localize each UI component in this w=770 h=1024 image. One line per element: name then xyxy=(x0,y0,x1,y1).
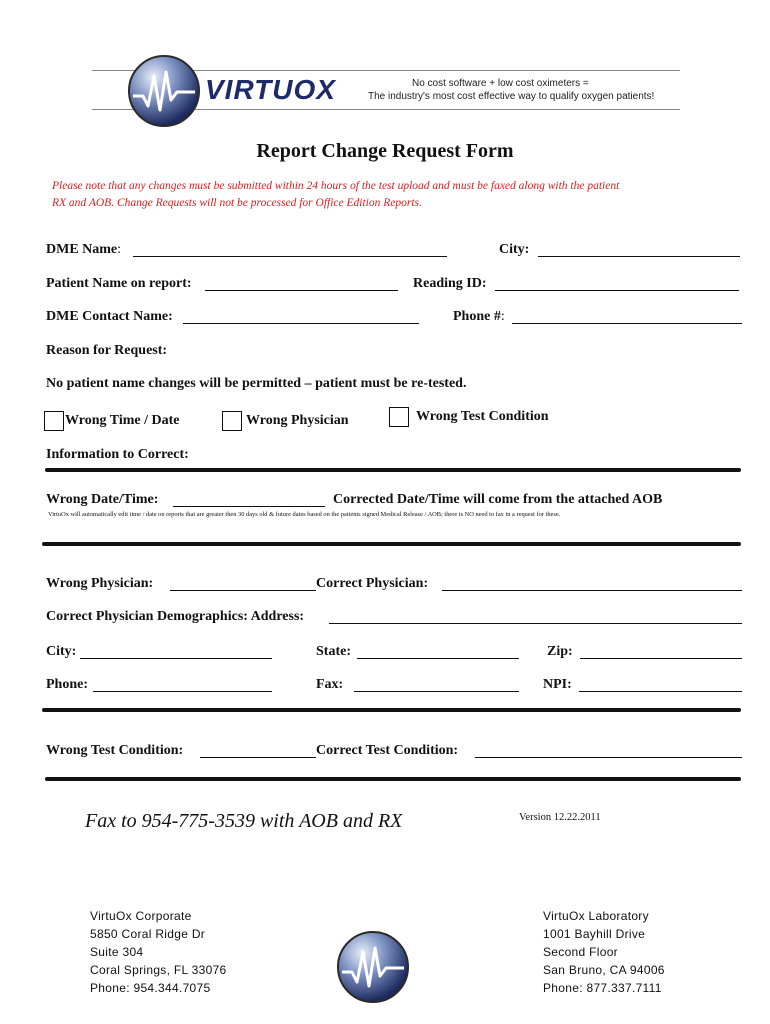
fax-label: Fax: xyxy=(316,677,344,692)
patient-name-field[interactable] xyxy=(205,290,398,291)
phone-field[interactable] xyxy=(93,691,272,692)
zip-label: Zip: xyxy=(547,644,573,659)
wrong-test-checkbox[interactable] xyxy=(389,407,409,427)
dme-contact-label: DME Contact Name: xyxy=(46,309,173,324)
corporate-line-2: 5850 Coral Ridge Dr xyxy=(90,927,206,941)
reading-id-label: Reading ID: xyxy=(413,276,487,291)
npi-field[interactable] xyxy=(579,691,742,692)
phone-hash-colon: : xyxy=(500,309,505,324)
header-tagline-2: The industry's most cost effective way to qualify oxygen patients! xyxy=(368,91,655,102)
correct-physician-field[interactable] xyxy=(442,590,742,591)
section-divider-1 xyxy=(45,468,741,472)
laboratory-line-1: VirtuOx Laboratory xyxy=(543,909,649,923)
section-divider-4 xyxy=(45,777,741,781)
laboratory-line-2: 1001 Bayhill Drive xyxy=(543,927,646,941)
wrong-physician-field[interactable] xyxy=(170,590,316,591)
city-label: City: xyxy=(499,242,530,257)
phone-hash-label xyxy=(453,309,505,325)
state-field[interactable] xyxy=(357,658,519,659)
notice-line-2: RX and AOB. Change Requests will not be processed for Office Edition Reports. xyxy=(52,197,422,209)
wrong-physician-field-label: Wrong Physician: xyxy=(46,576,154,591)
laboratory-line-5: Phone: 877.337.7111 xyxy=(543,981,662,995)
fax-field[interactable] xyxy=(354,691,519,692)
correct-test-field[interactable] xyxy=(475,757,742,758)
city2-field[interactable] xyxy=(80,658,272,659)
reason-label: Reason for Request: xyxy=(46,343,168,358)
corporate-line-1: VirtuOx Corporate xyxy=(90,909,192,923)
virtuox-globe-logo xyxy=(127,54,201,128)
corporate-line-5: Phone: 954.344.7075 xyxy=(90,981,211,995)
dme-name-label xyxy=(46,242,121,258)
npi-label: NPI: xyxy=(543,677,572,692)
phone-hash-field[interactable] xyxy=(512,323,742,324)
wrong-time-checkbox[interactable] xyxy=(44,411,64,431)
city2-label: City: xyxy=(46,644,77,659)
phone-label: Phone: xyxy=(46,677,88,692)
wrong-physician-checkbox[interactable] xyxy=(222,411,242,431)
zip-field[interactable] xyxy=(580,658,742,659)
correct-physician-label: Correct Physician: xyxy=(316,576,429,591)
laboratory-address xyxy=(543,907,665,997)
wrong-time-label: Wrong Time / Date xyxy=(65,413,180,428)
laboratory-line-4: San Bruno, CA 94006 xyxy=(543,963,665,977)
wrong-test-label: Wrong Test Condition xyxy=(416,409,549,424)
section-divider-3 xyxy=(42,708,741,712)
dme-name-field[interactable] xyxy=(133,256,447,257)
city-field[interactable] xyxy=(538,256,740,257)
section-divider-2 xyxy=(42,542,741,546)
info-correct-label: Information to Correct: xyxy=(46,447,189,462)
page-title: Report Change Request Form xyxy=(256,140,514,162)
corporate-line-3: Suite 304 xyxy=(90,945,144,959)
no-name-change-notice: No patient name changes will be permitted – patient must be re-tested. xyxy=(46,376,467,391)
logo-wordmark: VIRTUOX xyxy=(205,74,336,105)
correct-test-label: Correct Test Condition: xyxy=(316,743,459,758)
laboratory-line-3: Second Floor xyxy=(543,945,618,959)
header-tagline-1: No cost software + low cost oximeters = xyxy=(412,78,589,89)
wrong-test-field[interactable] xyxy=(200,757,316,758)
wrong-physician-label: Wrong Physician xyxy=(246,413,349,428)
patient-name-label: Patient Name on report: xyxy=(46,276,192,291)
address-field[interactable] xyxy=(329,623,742,624)
version-text: Version 12.22.2011 xyxy=(519,812,601,823)
dme-name-text: DME Name xyxy=(46,242,118,257)
corrected-datetime-label: Corrected Date/Time will come from the attached AOB xyxy=(333,492,663,507)
dme-name-colon: : xyxy=(117,242,122,257)
datetime-note: VirtuOx will automatically edit time / date on reports that are greater then 30 days old & future dates based on the patients signed Medical Release / AOB; there is NO need to fax in a request for these. xyxy=(48,511,561,518)
wrong-datetime-label: Wrong Date/Time: xyxy=(46,492,159,507)
reading-id-field[interactable] xyxy=(495,290,739,291)
demographics-label: Correct Physician Demographics: Address: xyxy=(46,609,305,624)
state-label: State: xyxy=(316,644,351,659)
dme-contact-field[interactable] xyxy=(183,323,419,324)
footer-globe-logo xyxy=(336,930,410,1004)
wrong-datetime-field[interactable] xyxy=(173,506,325,507)
corporate-line-4: Coral Springs, FL 33076 xyxy=(90,963,227,977)
wrong-test-field-label: Wrong Test Condition: xyxy=(46,743,184,758)
phone-hash-text: Phone # xyxy=(453,309,501,324)
corporate-address xyxy=(90,907,227,997)
fax-instruction: Fax to 954-775-3539 with AOB and RX xyxy=(85,810,403,832)
notice-line-1: Please note that any changes must be submitted within 24 hours of the test upload and must be faxed along with the patient xyxy=(52,180,620,192)
